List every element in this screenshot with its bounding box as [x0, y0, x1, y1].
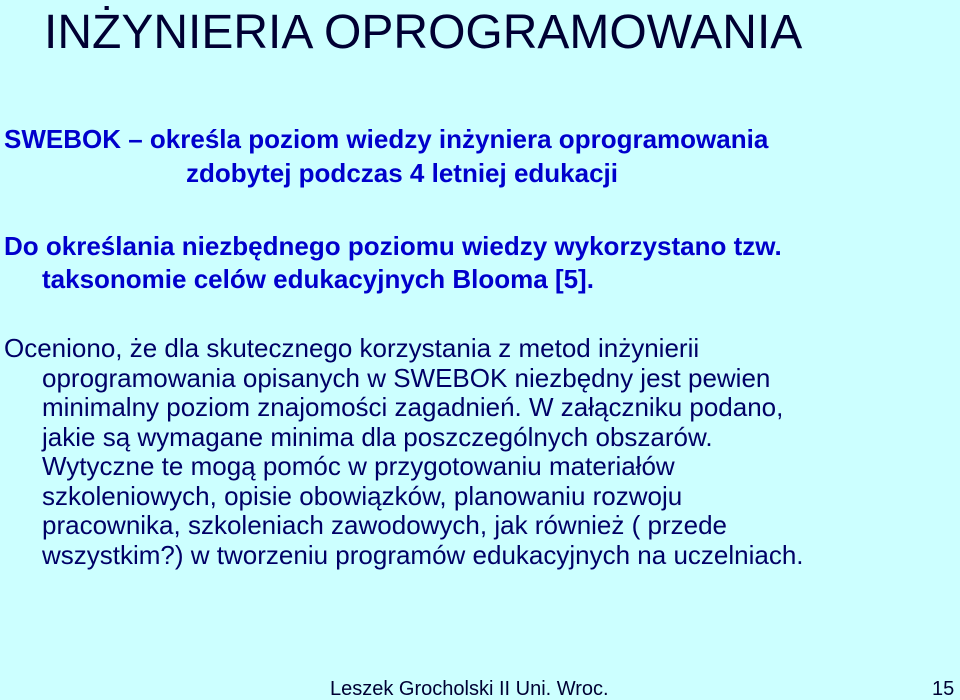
- swebok-definition: [4, 122, 768, 190]
- swebok-definition-line-2: zdobytej podczas 4 letniej edukacji: [186, 158, 619, 188]
- body-line-6: szkoleniowych, opisie obowiązków, planowaniu rozwoju: [42, 480, 683, 511]
- page-number: 15: [932, 678, 955, 700]
- body-line-3: minimalny poziom znajomości zagadnień. W załączniku podano,: [42, 392, 784, 422]
- bloom-taxonomy-line-1: Do określania niezbędnego poziomu wiedzy wykorzystano tzw.: [4, 231, 782, 261]
- body-line-2: oprogramowania opisanych w SWEBOK niezbędny jest pewien: [42, 362, 771, 393]
- slide-title: INŻYNIERIA OPROGRAMOWANIA: [44, 6, 803, 59]
- body-line-7: pracownika, szkoleniach zawodowych, jak również ( przede: [42, 510, 727, 540]
- body-line-8: wszystkim?) w tworzeniu programów edukacyjnych na uczelniach.: [42, 539, 804, 570]
- bloom-taxonomy-note: [4, 230, 782, 296]
- footer-author: Leszek Grocholski II Uni. Wroc.: [330, 678, 609, 700]
- body-line-5: Wytyczne te mogą pomóc w przygotowaniu materiałów: [42, 451, 675, 481]
- body-line-1: Oceniono, że dla skutecznego korzystania z metod inżynierii: [4, 333, 700, 363]
- body-paragraph: [4, 334, 804, 570]
- bloom-taxonomy-line-2: taksonomie celów edukacyjnych Blooma [5].: [42, 264, 594, 294]
- swebok-definition-line-1: SWEBOK – określa poziom wiedzy inżyniera oprogramowania: [4, 124, 769, 154]
- body-line-4: jakie są wymagane minima dla poszczególnych obszarów.: [42, 421, 713, 452]
